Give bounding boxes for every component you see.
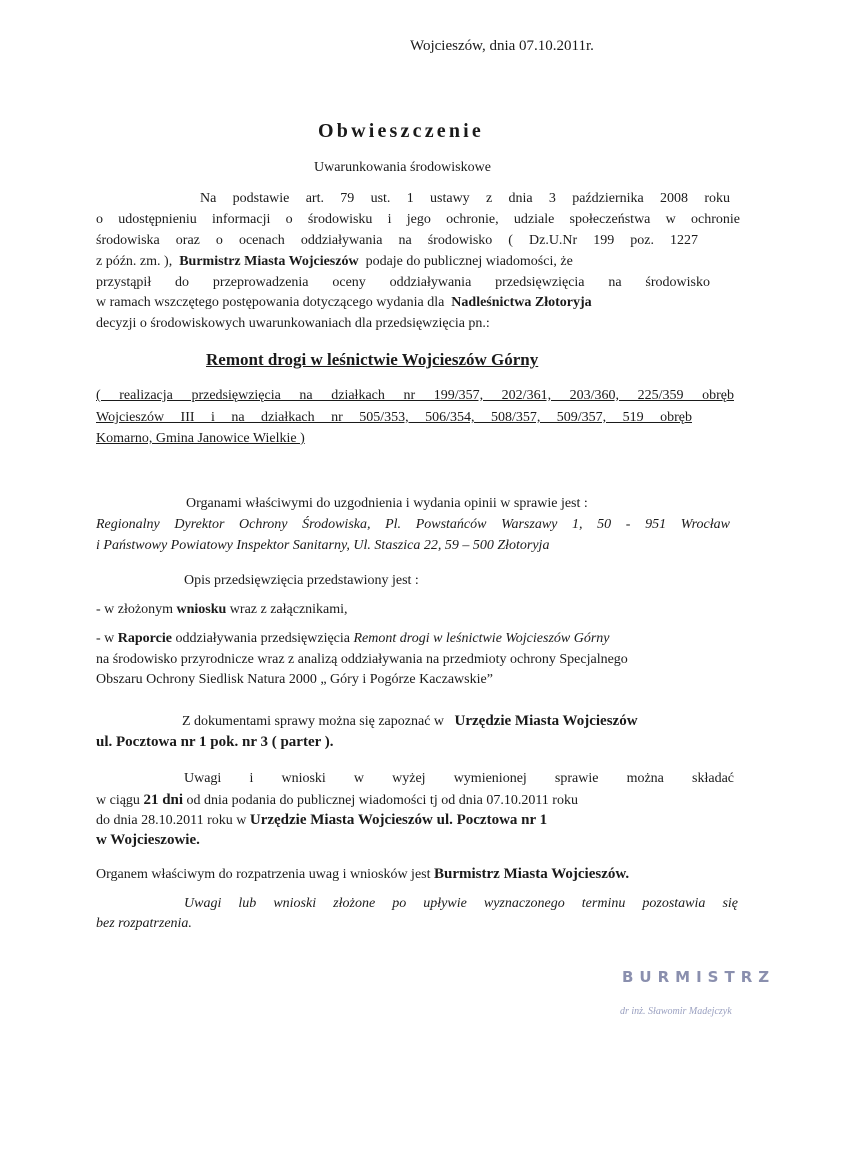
documents-line-1: Z dokumentami sprawy można się zapoznać w Urzędzie Miasta Wojcieszów — [182, 713, 638, 729]
intro-line-5: przystąpił do przeprowadzenia oceny oddziaływania przedsięwzięcia na środowisko — [96, 275, 710, 290]
intro-line-1: Na podstawie art. 79 ust. 1 ustawy z dnia 3 października 2008 roku — [200, 191, 730, 206]
remarks-line-4: w Wojcieszowie. — [96, 832, 200, 848]
project-title: Remont drogi w leśnictwie Wojcieszów Górny — [206, 350, 539, 369]
remarks-line-2: w ciągu 21 dni od dnia podania do publicznej wiadomości tj od dnia 07.10.2011 roku — [96, 792, 578, 808]
competent-authority: Organem właściwym do rozpatrzenia uwag i wniosków jest Burmistrz Miasta Wojcieszów. — [96, 866, 630, 882]
description-item-2: - w Raporcie oddziaływania przedsięwzięcia Remont drogi w leśnictwie Wojcieszów Górny — [96, 631, 610, 646]
authority-sanepid: i Państwowy Powiatowy Inspektor Sanitarny, Ul. Staszica 22, 59 – 500 Złotoryja — [96, 538, 550, 553]
mayor-name: Burmistrz Miasta Wojcieszów — [179, 254, 359, 269]
intro-line-7: decyzji o środowiskowych uwarunkowaniach dla przedsięwzięcia pn.: — [96, 316, 490, 331]
intro-line-2: o udostępnieniu informacji o środowisku i jego ochronie, udziale społeczeństwa w ochronie — [96, 212, 740, 227]
description-intro: Opis przedsięwzięcia przedstawiony jest : — [184, 573, 419, 588]
place-date: Wojcieszów, dnia 07.10.2011r. — [410, 38, 594, 54]
description-item-1: - w złożonym wniosku wraz z załącznikami, — [96, 602, 348, 617]
authorities-intro: Organami właściwymi do uzgodnienia i wydania opinii w sprawie jest : — [186, 496, 588, 511]
forestry-name: Nadleśnictwa Złotoryja — [451, 295, 592, 310]
stamp-signature: dr inż. Sławomir Madejczyk — [620, 1006, 732, 1017]
intro-line-4: z późn. zm. ), Burmistrz Miasta Wojcieszów podaje do publicznej wiadomości, że — [96, 254, 573, 269]
project-detail-line-1: ( realizacja przedsięwzięcia na działkach nr 199/357, 202/361, 203/360, 225/359 obręb — [96, 388, 734, 403]
intro-line-6: w ramach wszczętego postępowania dotyczącego wydania dla Nadleśnictwa Złotoryja — [96, 295, 592, 310]
document-subtitle: Uwarunkowania środowiskowe — [314, 160, 491, 175]
mayor-stamp: BURMISTRZ — [622, 968, 776, 986]
project-detail-line-3: Komarno, Gmina Janowice Wielkie ) — [96, 431, 305, 446]
intro-line-3: środowiska oraz o ocenach oddziaływania na środowisko ( Dz.U.Nr 199 poz. 1227 — [96, 233, 698, 248]
description-item-2-line-2: na środowisko przyrodnicze wraz z analizą oddziaływania na przedmioty ochrony Specjalnego — [96, 652, 628, 667]
remarks-line-3: do dnia 28.10.2011 roku w Urzędzie Miasta Wojcieszów ul. Pocztowa nr 1 — [96, 812, 548, 828]
remarks-line-1: Uwagi i wnioski w wyżej wymienionej sprawie można składać — [184, 771, 734, 786]
documents-line-2: ul. Pocztowa nr 1 pok. nr 3 ( parter ). — [96, 734, 334, 750]
description-item-2-line-3: Obszaru Ochrony Siedlisk Natura 2000 „ Góry i Pogórze Kaczawskie” — [96, 672, 493, 687]
late-remarks-line-2: bez rozpatrzenia. — [96, 916, 192, 931]
late-remarks-line-1: Uwagi lub wnioski złożone po upływie wyznaczonego terminu pozostawia się — [184, 896, 738, 911]
authority-rdos: Regionalny Dyrektor Ochrony Środowiska, Pl. Powstańców Warszawy 1, 50 - 951 Wrocław — [96, 517, 730, 532]
project-detail-line-2: Wojcieszów III i na działkach nr 505/353, 506/354, 508/357, 509/357, 519 obręb — [96, 410, 692, 425]
page-title: Obwieszczenie — [318, 120, 485, 142]
